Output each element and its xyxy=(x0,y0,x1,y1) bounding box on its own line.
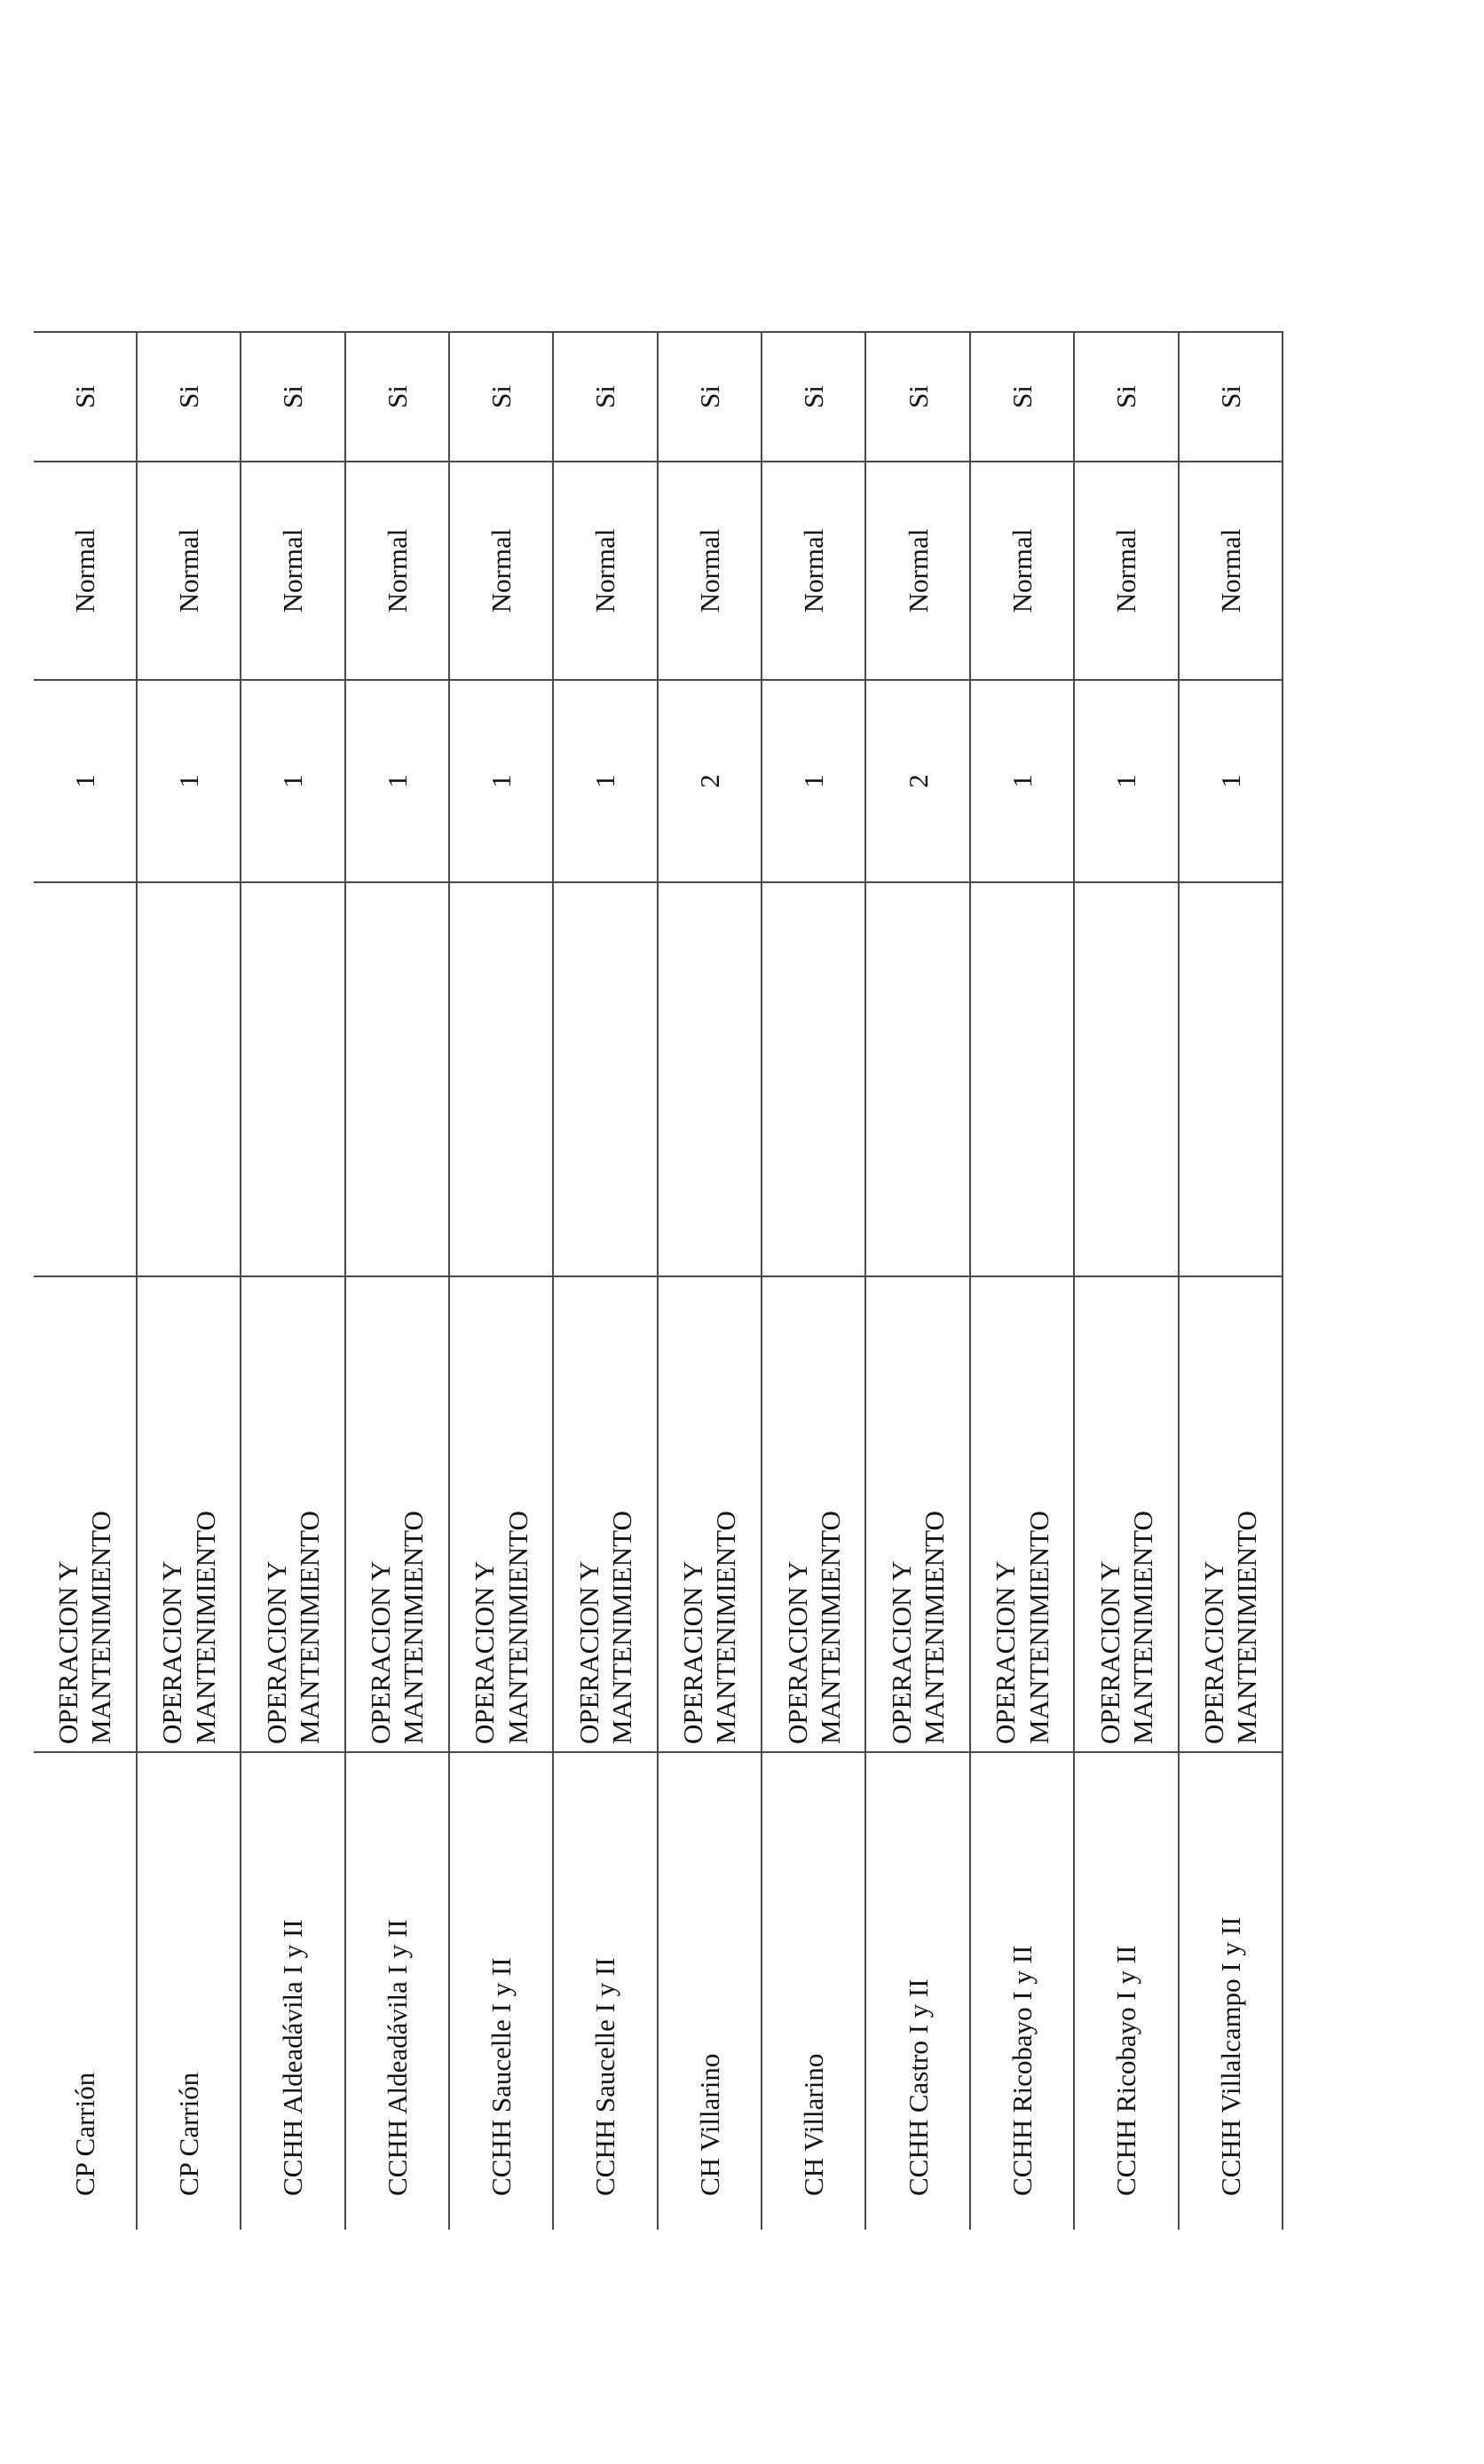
facility-cell: CCHH Saucelle I y II xyxy=(449,1752,553,2230)
table-row xyxy=(658,332,762,2230)
facility-cell: CCHH Ricobayo I y II xyxy=(970,1752,1074,2230)
count-cell: 1 xyxy=(34,680,137,882)
facility-cell: CCHH Aldeadávila I y II xyxy=(241,1752,344,2230)
table-row xyxy=(970,332,1074,2230)
rotated-table-container xyxy=(34,332,1283,2230)
empty-cell xyxy=(553,882,657,1276)
count-cell: 1 xyxy=(970,680,1074,882)
empty-cell xyxy=(449,882,553,1276)
count-cell: 1 xyxy=(1179,680,1283,882)
count-cell: 1 xyxy=(762,680,865,882)
count-cell: 1 xyxy=(241,680,344,882)
table-row xyxy=(449,332,553,2230)
empty-cell xyxy=(1179,882,1283,1276)
table-row xyxy=(34,332,137,2230)
flag-cell: Si xyxy=(658,332,762,462)
status-cell: Normal xyxy=(553,462,657,680)
flag-cell: Si xyxy=(34,332,137,462)
activity-cell: OPERACION Y MANTENIMIENTO xyxy=(865,1276,969,1752)
empty-cell xyxy=(345,882,449,1276)
flag-cell: Si xyxy=(137,332,241,462)
activity-cell: OPERACION Y MANTENIMIENTO xyxy=(241,1276,344,1752)
facility-cell: CH Villarino xyxy=(658,1752,762,2230)
flag-cell: Si xyxy=(345,332,449,462)
facility-cell: CCHH Ricobayo I y II xyxy=(1074,1752,1178,2230)
status-cell: Normal xyxy=(1074,462,1178,680)
flag-cell: Si xyxy=(1179,332,1283,462)
activity-cell: OPERACION Y MANTENIMIENTO xyxy=(762,1276,865,1752)
facility-cell: CCHH Aldeadávila I y II xyxy=(345,1752,449,2230)
activity-cell: OPERACION Y MANTENIMIENTO xyxy=(553,1276,657,1752)
table-row xyxy=(865,332,969,2230)
empty-cell xyxy=(865,882,969,1276)
flag-cell: Si xyxy=(449,332,553,462)
activity-cell: OPERACION Y MANTENIMIENTO xyxy=(1179,1276,1283,1752)
table-row xyxy=(1074,332,1178,2230)
facility-cell: CH Villarino xyxy=(762,1752,865,2230)
activity-cell: OPERACION Y MANTENIMIENTO xyxy=(34,1276,137,1752)
table-row xyxy=(1179,332,1283,2230)
flag-cell: Si xyxy=(865,332,969,462)
status-cell: Normal xyxy=(137,462,241,680)
status-cell: Normal xyxy=(345,462,449,680)
activity-cell: OPERACION Y MANTENIMIENTO xyxy=(1074,1276,1178,1752)
count-cell: 1 xyxy=(345,680,449,882)
facility-cell: CCHH Castro I y II xyxy=(865,1752,969,2230)
empty-cell xyxy=(34,882,137,1276)
facility-cell: CCHH Saucelle I y II xyxy=(553,1752,657,2230)
facility-cell: CCHH Villalcampo I y II xyxy=(1179,1752,1283,2230)
facility-table xyxy=(34,331,1283,2230)
empty-cell xyxy=(970,882,1074,1276)
empty-cell xyxy=(762,882,865,1276)
count-cell: 2 xyxy=(658,680,762,882)
status-cell: Normal xyxy=(658,462,762,680)
activity-cell: OPERACION Y MANTENIMIENTO xyxy=(449,1276,553,1752)
table-row xyxy=(553,332,657,2230)
facility-cell: CP Carrión xyxy=(34,1752,137,2230)
empty-cell xyxy=(137,882,241,1276)
empty-cell xyxy=(241,882,344,1276)
count-cell: 1 xyxy=(137,680,241,882)
flag-cell: Si xyxy=(1074,332,1178,462)
empty-cell xyxy=(1074,882,1178,1276)
status-cell: Normal xyxy=(762,462,865,680)
status-cell: Normal xyxy=(449,462,553,680)
status-cell: Normal xyxy=(865,462,969,680)
flag-cell: Si xyxy=(241,332,344,462)
facility-cell: CP Carrión xyxy=(137,1752,241,2230)
count-cell: 1 xyxy=(1074,680,1178,882)
activity-cell: OPERACION Y MANTENIMIENTO xyxy=(345,1276,449,1752)
activity-cell: OPERACION Y MANTENIMIENTO xyxy=(137,1276,241,1752)
table-body xyxy=(34,332,1283,2230)
flag-cell: Si xyxy=(762,332,865,462)
status-cell: Normal xyxy=(1179,462,1283,680)
empty-cell xyxy=(658,882,762,1276)
table-row xyxy=(241,332,344,2230)
activity-cell: OPERACION Y MANTENIMIENTO xyxy=(970,1276,1074,1752)
count-cell: 1 xyxy=(449,680,553,882)
table-row xyxy=(762,332,865,2230)
status-cell: Normal xyxy=(241,462,344,680)
table-row xyxy=(137,332,241,2230)
activity-cell: OPERACION Y MANTENIMIENTO xyxy=(658,1276,762,1752)
status-cell: Normal xyxy=(34,462,137,680)
flag-cell: Si xyxy=(553,332,657,462)
flag-cell: Si xyxy=(970,332,1074,462)
table-row xyxy=(345,332,449,2230)
count-cell: 1 xyxy=(553,680,657,882)
status-cell: Normal xyxy=(970,462,1074,680)
count-cell: 2 xyxy=(865,680,969,882)
